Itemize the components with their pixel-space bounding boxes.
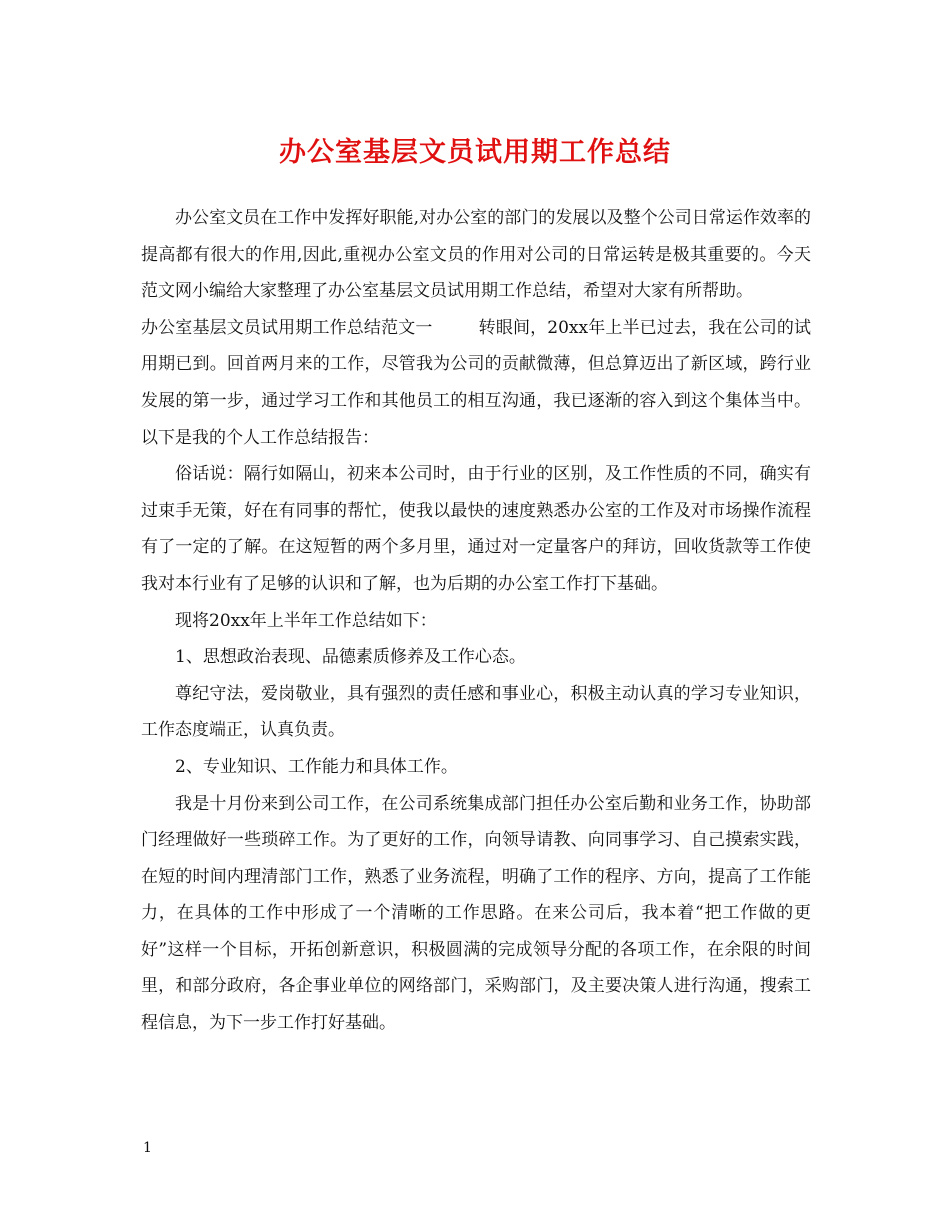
sample-one-paragraph [141,310,811,456]
sample-heading: 办公室基层文员试用期工作总结范文一 [141,317,433,338]
document-body [141,200,811,1042]
paragraph-proverb: 俗话说：隔行如隔山，初来本公司时，由于行业的区别，及工作性质的不同，确实有过束手无策，好在有同事的帮忙，使我以最快的速度熟悉办公室的工作及对市场操作流程有了一定的了解。在这短暂的两个多月里，通过对一定量客户的拜访，回收货款等工作使我对本行业有了足够的认识和了解，也为后期的办公室工作打下基础。 [141,464,811,594]
document-title: 办公室基层文员试用期工作总结 [279,137,671,168]
page-number: 1 [143,1140,152,1156]
sample-one-text: 转眼间，20xx年上半已过去，我在公司的试用期已到。回首两月来的工作，尽管我为公司的贡献微薄，但总算迈出了新区域，跨行业发展的第一步，通过学习工作和其他员工的相互沟通，我已逐渐的容入到这个集体当中。以下是我的个人工作总结报告： [141,317,812,448]
paragraph-work-detail: 我是十月份来到公司工作，在公司系统集成部门担任办公室后勤和业务工作，协助部门经理做好一些琐碎工作。为了更好的工作，向领导请教、向同事学习、自己摸索实践，在短的时间内理清部门工作，熟悉了业务流程，明确了工作的程序、方向，提高了工作能力，在具体的工作中形成了一个清晰的工作思路。在来公司后，我本着“把工作做的更好”这样一个目标，开拓创新意识，积极圆满的完成领导分配的各项工作，在余限的时间里，和部分政府，各企事业单位的网络部门，采购部门，及主要决策人进行沟通，搜索工程信息，为下一步工作打好基础。 [141,793,811,1034]
intro-paragraph: 办公室文员在工作中发挥好职能,对办公室的部门的发展以及整个公司日常运作效率的提高都有很大的作用,因此,重视办公室文员的作用对公司的日常运转是极其重要的。今天范文网小编给大家整理了办公室基层文员试用期工作总结，希望对大家有所帮助。 [141,208,811,302]
section-heading-1: 1、思想政治表现、品德素质修养及工作心态。 [175,647,526,668]
paragraph-discipline: 尊纪守法，爱岗敬业，具有强烈的责任感和事业心，积极主动认真的学习专业知识，工作态度端正，认真负责。 [141,683,811,741]
paragraph-summary-intro: 现将20xx年上半年工作总结如下： [175,610,437,631]
section-heading-2: 2、专业知识、工作能力和具体工作。 [175,756,458,777]
